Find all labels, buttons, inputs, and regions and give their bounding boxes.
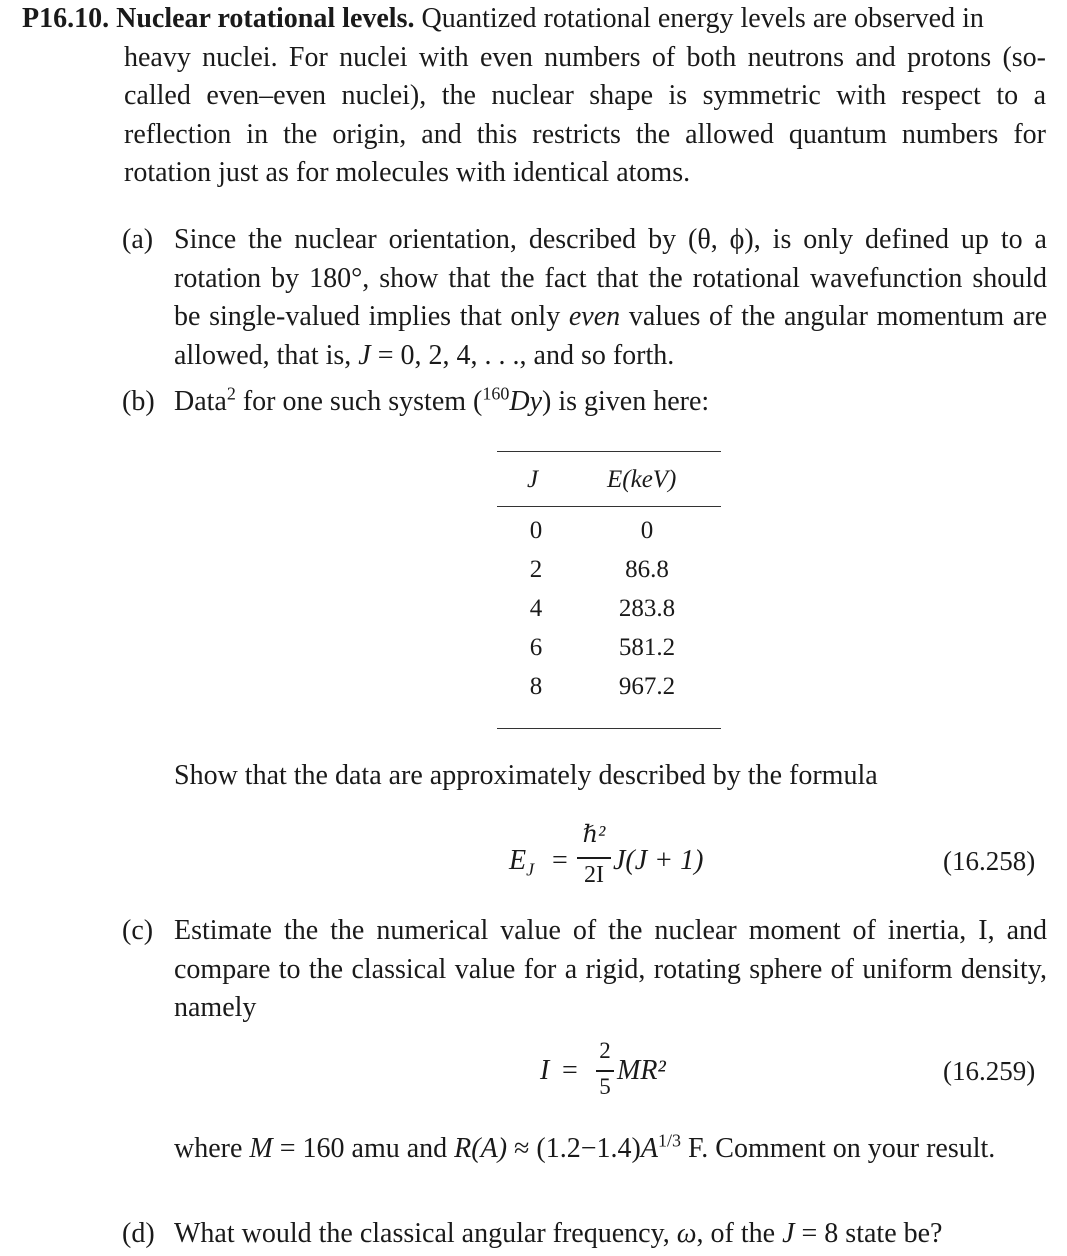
part-c-text: Estimate the the numerical value of the nuclear moment of inertia, I, and compare to the classical value for a rigid, rotating sphere of uniform density, namely: [174, 915, 1047, 1023]
where-text-3: ≈ (1.2−1.4): [507, 1133, 641, 1164]
table-cell-j: 0: [529, 517, 543, 544]
part-c: [122, 912, 1047, 1028]
where-text-2: = 160 amu and: [272, 1133, 455, 1164]
eq2-rhs: MR²: [617, 1055, 666, 1086]
omega-symbol: ω: [676, 1218, 697, 1249]
equation-16-258: [0, 812, 1067, 892]
eq1-equals: =: [552, 845, 568, 876]
table-cell-energy: 0: [640, 517, 654, 544]
where-m-symbol: M: [249, 1133, 273, 1164]
part-a-text-3: = 0, 2, 4, . . ., and so forth.: [370, 339, 675, 371]
table-bottom-rule: [497, 728, 721, 729]
eq2-fraction: [596, 1036, 614, 1112]
problem-intro: [22, 0, 1046, 193]
eq2-lhs: I: [540, 1055, 550, 1086]
part-d-text-2: , of the: [696, 1218, 783, 1249]
part-a-j-symbol: J: [358, 339, 371, 371]
where-exponent: 1/3: [657, 1130, 681, 1151]
part-b-label: (b): [122, 386, 155, 417]
isotope-mass-number: 160: [482, 383, 510, 404]
eq1-rhs: J(J + 1): [613, 845, 704, 876]
eq1-lhs: [509, 842, 534, 889]
table-cell-energy: 86.8: [625, 556, 669, 583]
part-b-show-text: Show that the data are approximately described by the formula: [174, 760, 878, 791]
table-cell-energy: 581.2: [618, 634, 676, 661]
part-b-text-2: for one such system (: [235, 386, 483, 417]
eq1-lhs-subscript: J: [526, 859, 535, 880]
table-header-energy: E(keV): [607, 466, 677, 493]
part-a-label: (a): [122, 224, 154, 255]
problem-title: Nuclear rotational levels.: [116, 3, 415, 34]
eq1-denominator: 2I: [584, 862, 604, 888]
eq2-denominator: 5: [599, 1074, 611, 1099]
part-a-text-2: values of the angular momentum are allowed, that is,: [174, 301, 1047, 371]
part-d-j-symbol: J: [782, 1218, 795, 1249]
part-d-text: [174, 1215, 1047, 1254]
part-b-text: [174, 383, 1047, 422]
eq1-number: (16.258): [943, 846, 1036, 876]
eq2-numerator: 2: [599, 1038, 611, 1063]
table-cell-energy: 283.8: [618, 595, 676, 622]
part-b-text-3: ) is given here:: [542, 386, 710, 417]
part-d-text-1: What would the classical angular frequency,: [174, 1218, 677, 1249]
eq2-number: (16.259): [943, 1056, 1036, 1086]
isotope-symbol: Dy: [509, 386, 543, 417]
where-a-symbol: A: [640, 1133, 658, 1164]
footnote-marker: 2: [226, 383, 236, 404]
part-a-text: [174, 221, 1047, 375]
table-top-rule: [497, 451, 721, 452]
part-a-text-1: Since the nuclear orientation, described by (θ, ϕ), is only defined up to a rotation by 180°, show that the fact that the rotational wavefunction should be single-valued implies that only: [174, 224, 1047, 332]
table-cell-j: 2: [529, 556, 543, 583]
equation-16-259: [0, 1036, 1067, 1112]
part-d-label: (d): [122, 1218, 155, 1249]
eq1-numerator: ℏ²: [582, 822, 606, 848]
intro-first-line: [22, 0, 1046, 39]
table-cell-energy: 967.2: [618, 673, 676, 700]
part-d-text-3: = 8 state be?: [794, 1218, 943, 1249]
problem-number: P16.10.: [22, 3, 110, 34]
part-c-where-clause: [174, 1130, 1046, 1169]
table-header-j: J: [527, 466, 539, 493]
part-b: [122, 383, 1047, 422]
part-a: [122, 221, 1047, 375]
data-table: [497, 451, 721, 729]
where-r-symbol: R(A): [454, 1133, 508, 1164]
table-header-rule: [497, 506, 721, 507]
part-d: [122, 1215, 1047, 1254]
where-text-1: where: [174, 1133, 250, 1164]
eq1-fraction: [577, 812, 611, 892]
table-cell-j: 6: [529, 634, 543, 661]
intro-text: heavy nuclei. For nuclei with even numbers of both neutrons and protons (so-called even–even nuclei), the nuclear shape is symmetric with respect to a reflection in the origin, and this restricts the allowed quantum numbers for rotation just as for molecules with identical atoms.: [124, 41, 1046, 188]
part-a-emphasis: even: [568, 301, 621, 332]
intro-text-line1: Quantized rotational energy levels are observed in: [421, 3, 984, 34]
part-b-text-1: Data: [174, 386, 227, 417]
table-cell-j: 8: [529, 673, 543, 700]
eq2-equals: =: [562, 1055, 578, 1086]
part-c-label: (c): [122, 915, 154, 946]
eq1-lhs-e: E: [509, 845, 527, 876]
where-text-4: F. Comment on your result.: [680, 1133, 996, 1164]
table-cell-j: 4: [529, 595, 543, 622]
